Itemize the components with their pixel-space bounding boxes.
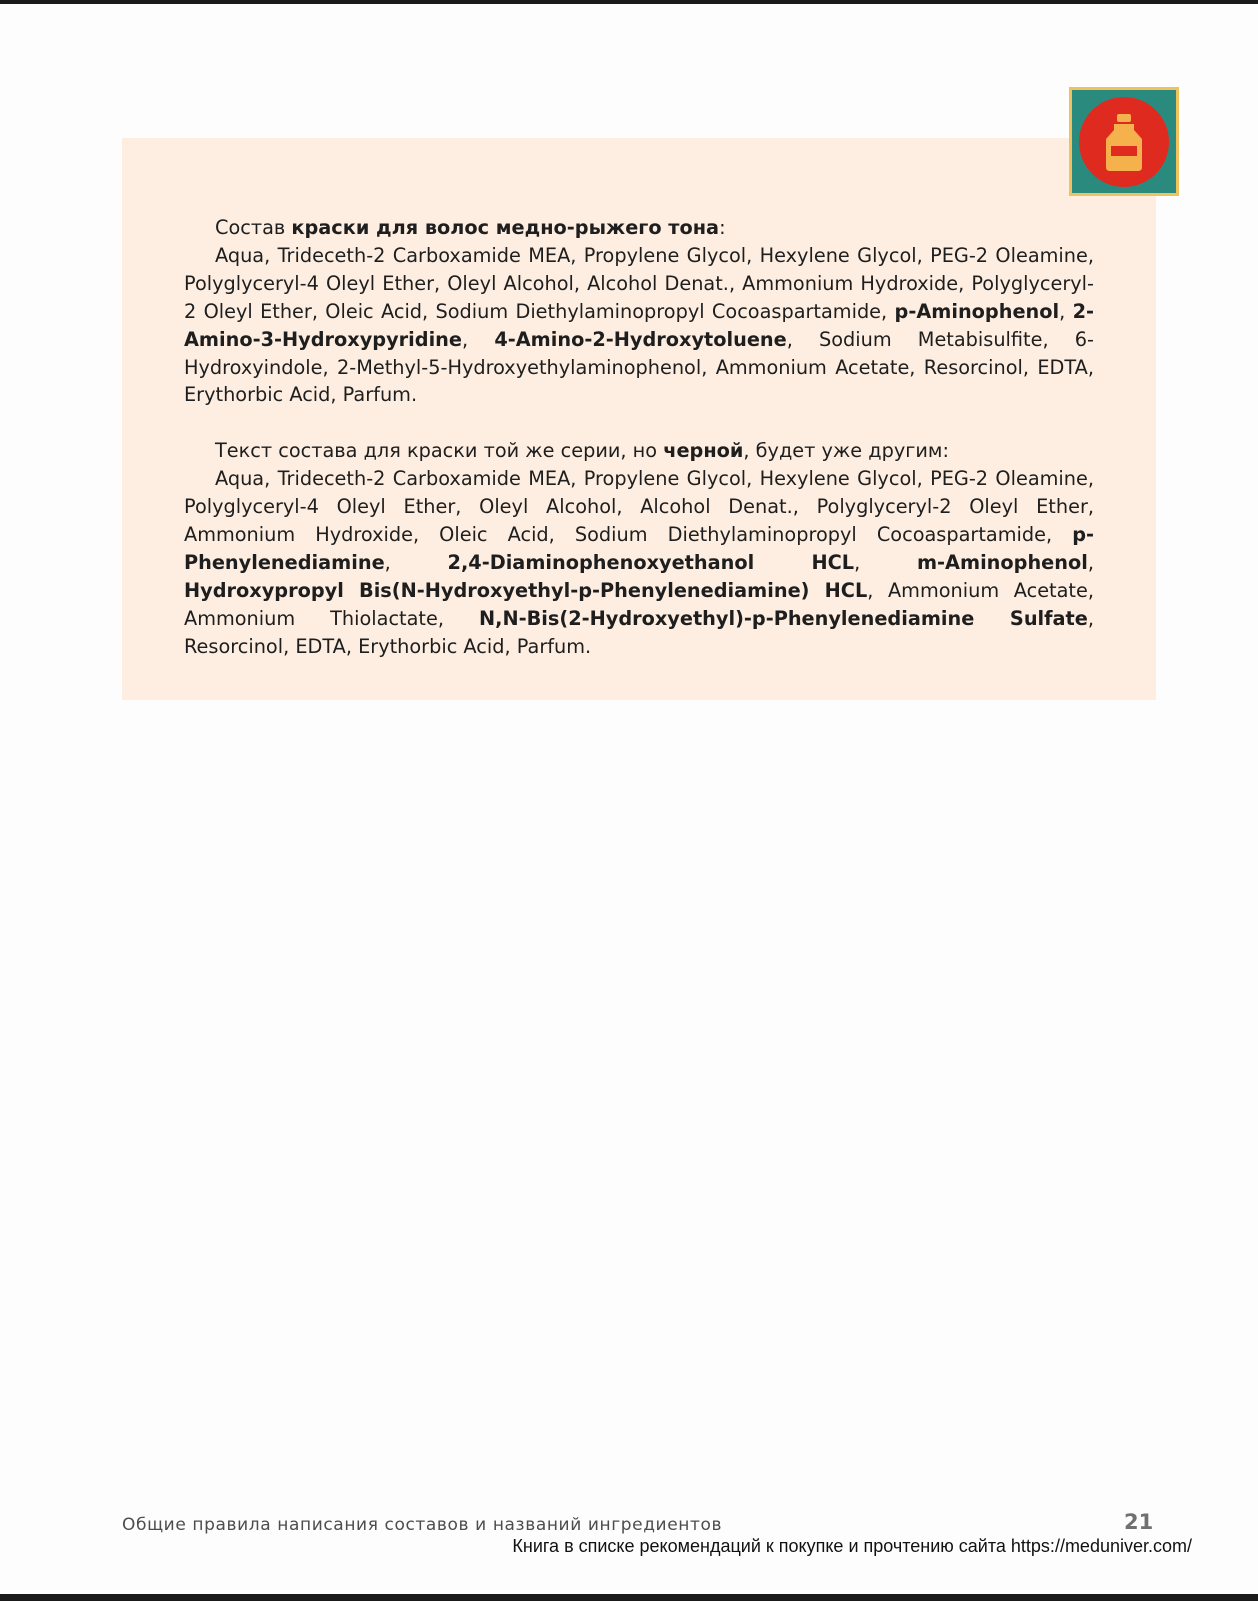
section-1-ingredients bbox=[184, 242, 1094, 409]
badge-circle bbox=[1079, 97, 1169, 187]
ingredients-text: , Ammonium Acetate, Ammonium Thiolactate, bbox=[184, 578, 1094, 630]
ingredients-text: Aqua, Trideceth-2 Carboxamide MEA, Propylene Glycol, Hexylene Glycol, PEG-2 Oleamine, Polyglyceryl-4 Oleyl Ether, Oleyl Alcohol, Alcohol Denat., Ammonium Hydroxide, Polyglyceryl-2 Oleyl Ether, Oleic Acid, Sodium Diethylaminopropyl Cocoaspartamide, bbox=[184, 243, 1094, 323]
highlighted-ingredient: m-Aminophenol bbox=[916, 550, 1088, 574]
ingredients-text: , bbox=[462, 327, 495, 351]
section-1-intro-prefix: Состав bbox=[215, 216, 292, 239]
paragraph-gap bbox=[184, 409, 1094, 437]
section-2-intro-suffix: , будет уже другим: bbox=[743, 439, 949, 463]
medicine-bottle-icon bbox=[1079, 97, 1169, 187]
section-1-intro-suffix: : bbox=[719, 216, 726, 239]
running-footer-title: Общие правила написания составов и названий ингредиентов bbox=[122, 1515, 723, 1535]
highlighted-ingredient: Hydroxypropyl Bis(N-Hydroxyethyl-p-Phenylenediamine) HCL bbox=[184, 578, 868, 602]
highlighted-ingredient: 4-Amino-2-Hydroxytoluene bbox=[494, 327, 787, 351]
section-badge bbox=[1069, 87, 1179, 196]
page-number: 21 bbox=[1124, 1510, 1154, 1534]
recommendation-note: Книга в списке рекомендаций к покупке и прочтению сайта https://meduniver.com/ bbox=[512, 1536, 1192, 1556]
highlighted-ingredient: 2,4-Diaminophenoxyethanol HCL bbox=[447, 550, 855, 574]
ingredients-text: , bbox=[854, 550, 917, 574]
composition-text bbox=[184, 214, 1094, 661]
top-border bbox=[0, 0, 1258, 4]
highlighted-ingredient: 2-Amino-3-Hydroxypyridine bbox=[184, 299, 1094, 351]
ingredients-text: , bbox=[384, 550, 448, 574]
section-2-intro-prefix: Текст состава для краски той же серии, но bbox=[215, 439, 664, 463]
section-1-intro-bold: краски для волос медно-рыжего тона bbox=[291, 216, 720, 239]
ingredients-text: Aqua, Trideceth-2 Carboxamide MEA, Propylene Glycol, Hexylene Glycol, PEG-2 Oleamine, Polyglyceryl-4 Oleyl Ether, Oleyl Alcohol, Alcohol Denat., Polyglyceryl-2 Oleyl Ether, Ammonium Hydroxide, Oleic Acid, Sodium Diethylaminopropyl Cocoaspartamide, bbox=[184, 467, 1094, 547]
highlighted-ingredient: p-Aminophenol bbox=[894, 299, 1060, 323]
highlighted-ingredient: N,N-Bis(2-Hydroxyethyl)-p-Phenylenediamine Sulfate bbox=[479, 606, 1088, 630]
ingredients-text: , Sodium Metabisulfite, 6-Hydroxyindole, 2-Methyl-5-Hydroxyethylaminophenol, Ammonium Acetate, Resorcinol, EDTA, Erythorbic Acid, Parfum. bbox=[184, 327, 1094, 407]
bottom-border bbox=[0, 1594, 1258, 1601]
ingredients-text: , Resorcinol, EDTA, Erythorbic Acid, Parfum. bbox=[184, 606, 1094, 658]
ingredients-text: , bbox=[1059, 299, 1073, 323]
ingredients-text: , bbox=[1087, 550, 1094, 574]
highlighted-ingredient: p-Phenylenediamine bbox=[184, 523, 1094, 574]
section-2-intro bbox=[184, 437, 1094, 465]
section-1-intro bbox=[184, 214, 1094, 242]
section-2-ingredients bbox=[184, 465, 1094, 660]
section-2-intro-bold: черной bbox=[663, 439, 744, 463]
